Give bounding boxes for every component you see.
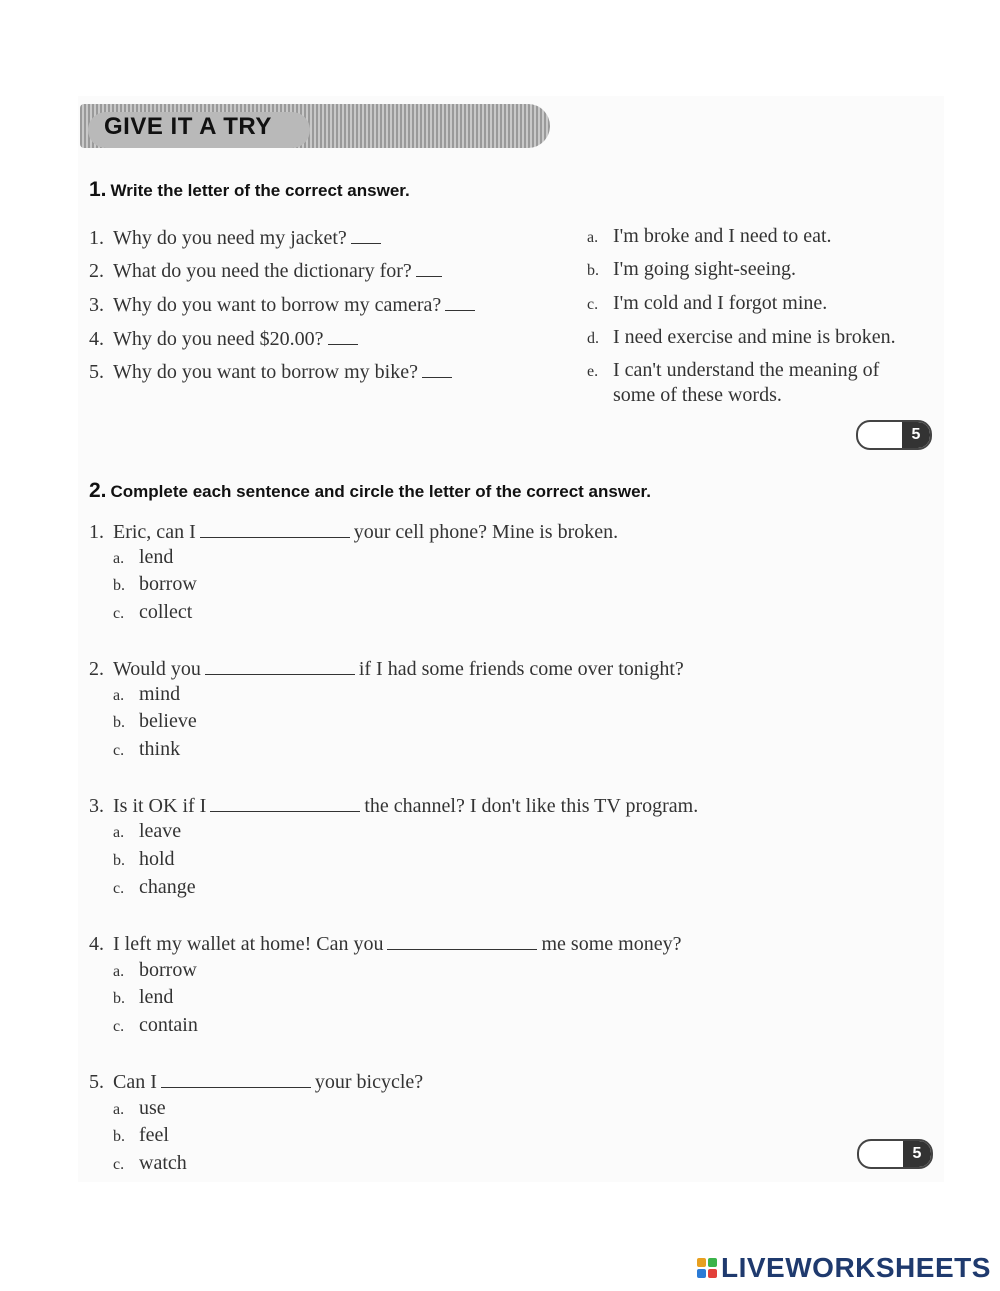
section-1-score-badge	[856, 420, 932, 450]
section-1-heading	[89, 178, 410, 202]
s2-q4-option-b[interactable]: b. lend	[113, 986, 174, 1008]
s2-q1-option-b[interactable]: b. borrow	[113, 573, 197, 595]
s1-question-2: 2. What do you need the dictionary for?	[89, 258, 446, 283]
s1-answer-blank-4[interactable]	[328, 326, 358, 345]
s2-q3-option-c[interactable]: c. change	[113, 876, 196, 898]
s2-q3-option-a[interactable]: a. leave	[113, 820, 182, 842]
s2-q3-option-b[interactable]: b. hold	[113, 848, 175, 870]
s2-q5-option-b[interactable]: b. feel	[113, 1124, 169, 1146]
section-1-number: 1.	[89, 178, 107, 201]
s1-answer-blank-2[interactable]	[416, 258, 442, 277]
section-2-instruction: Complete each sentence and circle the letter of the correct answer.	[110, 482, 651, 501]
section-1-score: 5	[902, 422, 930, 448]
s2-question-4: 4. I left my wallet at home! Can you me some money?	[89, 933, 682, 955]
s1-answer-blank-1[interactable]	[351, 225, 381, 244]
s2-q1-option-c[interactable]: c. collect	[113, 601, 193, 623]
s2-question-3: 3. Is it OK if I the channel? I don't like this TV program.	[89, 795, 699, 817]
s2-answer-blank-5[interactable]	[161, 1069, 311, 1088]
s1-answer-d: d. I need exercise and mine is broken.	[587, 326, 896, 348]
section-2-score: 5	[903, 1141, 931, 1167]
s2-q2-option-b[interactable]: b. believe	[113, 710, 197, 732]
s1-answer-b: b. I'm going sight-seeing.	[587, 258, 797, 280]
s1-answer-blank-5[interactable]	[422, 359, 452, 378]
s1-question-1: 1. Why do you need my jacket?	[89, 225, 385, 250]
s2-q4-option-a[interactable]: a. borrow	[113, 959, 197, 981]
s1-answer-e: e. I can't understand the meaning of	[587, 359, 880, 381]
liveworksheets-logo-icon	[697, 1258, 717, 1278]
liveworksheets-logo	[697, 1253, 991, 1283]
s1-question-5: 5. Why do you want to borrow my bike?	[89, 359, 456, 384]
liveworksheets-logo-text: LIVEWORKSHEETS	[721, 1252, 991, 1283]
s2-answer-blank-2[interactable]	[205, 656, 355, 675]
section-2-number: 2.	[89, 479, 107, 502]
s1-question-4: 4. Why do you need $20.00?	[89, 326, 362, 351]
s2-q2-option-a[interactable]: a. mind	[113, 683, 181, 705]
section-2-score-badge	[857, 1139, 933, 1169]
section-2-heading	[89, 479, 651, 503]
s2-q2-option-c[interactable]: c. think	[113, 738, 181, 760]
s2-answer-blank-1[interactable]	[200, 519, 350, 538]
s2-q1-option-a[interactable]: a. lend	[113, 546, 174, 568]
s1-question-3: 3. Why do you want to borrow my camera?	[89, 292, 479, 317]
s1-answer-e-continued: some of these words.	[613, 384, 782, 406]
page-title: GIVE IT A TRY	[104, 113, 272, 140]
s1-answer-c: c. I'm cold and I forgot mine.	[587, 292, 828, 314]
s2-answer-blank-4[interactable]	[387, 931, 537, 950]
s1-answer-blank-3[interactable]	[445, 292, 475, 311]
section-1-instruction: Write the letter of the correct answer.	[110, 181, 410, 200]
s2-q4-option-c[interactable]: c. contain	[113, 1014, 198, 1036]
s2-question-1: 1. Eric, can I your cell phone? Mine is broken.	[89, 521, 619, 543]
s2-answer-blank-3[interactable]	[210, 793, 360, 812]
s1-answer-a: a. I'm broke and I need to eat.	[587, 225, 832, 247]
s2-q5-option-c[interactable]: c. watch	[113, 1152, 187, 1174]
s2-question-5: 5. Can I your bicycle?	[89, 1071, 424, 1093]
s2-q5-option-a[interactable]: a. use	[113, 1097, 166, 1119]
s2-question-2: 2. Would you if I had some friends come over tonight?	[89, 658, 684, 680]
